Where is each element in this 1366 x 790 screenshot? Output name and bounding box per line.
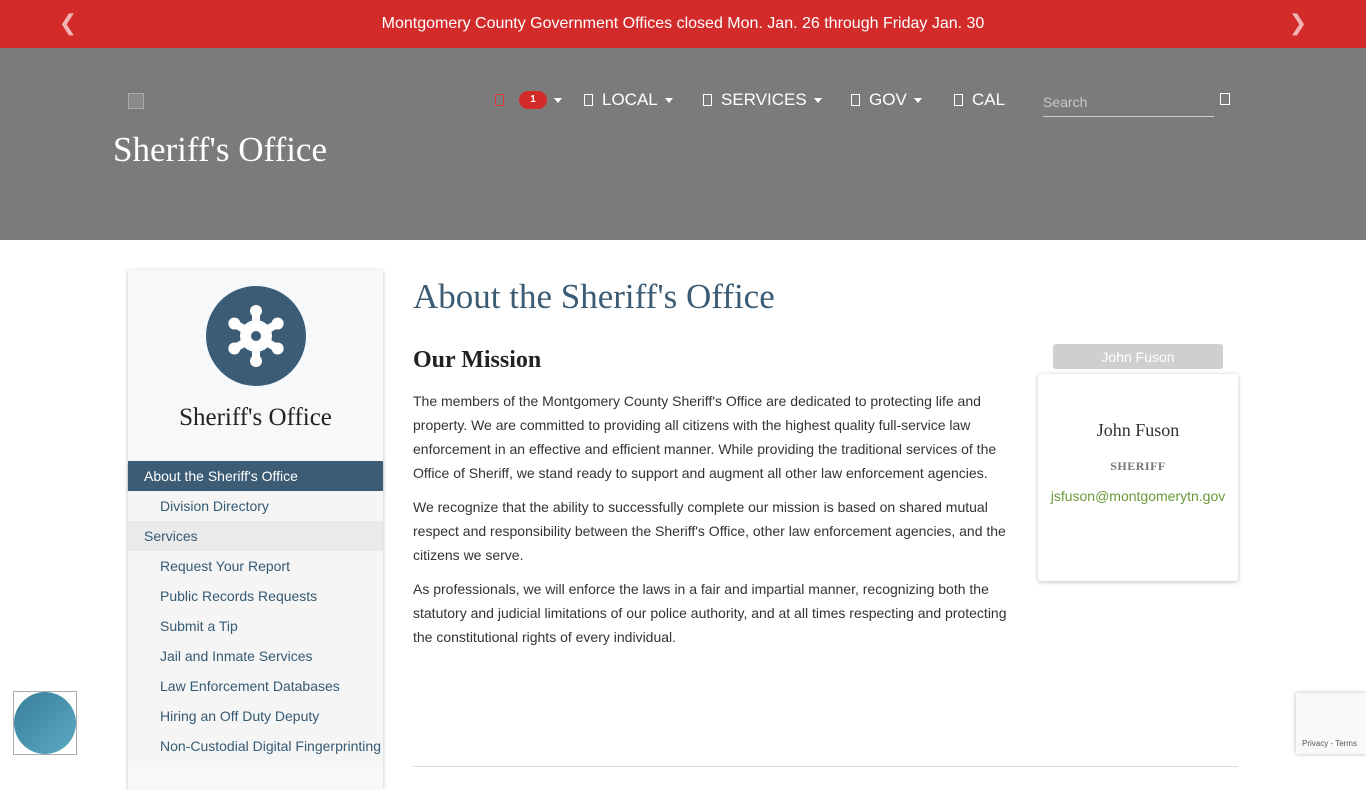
calendar-icon <box>954 94 963 106</box>
alert-text[interactable]: Montgomery County Government Offices closed Mon. Jan. 26 through Friday Jan. 30 <box>381 15 985 32</box>
content-divider <box>413 766 1238 767</box>
map-icon <box>584 94 593 106</box>
site-header <box>0 48 1366 240</box>
county-logo[interactable] <box>128 93 144 109</box>
government-icon <box>851 94 860 106</box>
nav-services-label: SERVICES <box>721 90 807 109</box>
notifications-menu[interactable] <box>495 88 562 112</box>
recaptcha-links[interactable]: Privacy - Terms <box>1302 739 1357 748</box>
services-icon <box>703 94 712 106</box>
chevron-right-icon[interactable]: ❯ <box>1288 11 1308 36</box>
sidebar <box>128 270 383 790</box>
sidebar-item-public-records[interactable]: Public Records Requests <box>128 581 383 611</box>
bell-icon <box>495 94 504 106</box>
accessibility-icon <box>14 692 76 754</box>
profile-role: SHERIFF <box>1110 459 1166 473</box>
sidebar-title: Sheriff's Office <box>179 404 332 431</box>
sidebar-item-request-report[interactable]: Request Your Report <box>128 551 383 581</box>
caret-down-icon <box>554 98 562 103</box>
mission-paragraph-1: The members of the Montgomery County Sheriff's Office are dedicated to protecting life and property. We are committed to providing all citizens with the highest quality full-service law enforcement in an effective and efficient manner. While providing the traditional services of the Office of Sheriff, we stand ready to support and augment all other law enforcement agencies. <box>413 393 997 481</box>
notification-count-badge: 1 <box>519 91 547 109</box>
sidebar-item-law-databases[interactable]: Law Enforcement Databases <box>128 671 383 701</box>
nav-gov-label: GOV <box>869 90 907 109</box>
sidebar-item-services[interactable]: Services <box>128 521 383 551</box>
mission-paragraph-3: As professionals, we will enforce the laws in a fair and impartial manner, recognizing both the statutory and judicial limitations of our police authority, and at all times respecting and protecting the constitutional rights of every individual. <box>413 581 1007 645</box>
nav-gov[interactable] <box>851 88 922 112</box>
nav-local[interactable] <box>584 88 673 112</box>
sidebar-item-off-duty-deputy[interactable]: Hiring an Off Duty Deputy <box>128 701 383 731</box>
site-title[interactable]: Sheriff's Office <box>113 130 327 169</box>
nav-cal-label: CAL <box>972 90 1006 109</box>
profile-email-link[interactable]: jsfuson@montgomerytn.gov <box>1050 488 1226 504</box>
alert-bar <box>0 0 1366 48</box>
sidebar-item-division-directory[interactable]: Division Directory <box>128 491 383 521</box>
caret-down-icon <box>914 98 922 103</box>
sheriff-photo: John Fuson <box>1053 344 1223 369</box>
page-title: About the Sheriff's Office <box>413 277 775 316</box>
mission-heading: Our Mission <box>413 347 542 373</box>
chevron-left-icon[interactable]: ❮ <box>58 11 78 36</box>
sidebar-item-submit-tip[interactable]: Submit a Tip <box>128 611 383 641</box>
mission-paragraph-2: We recognize that the ability to successfully complete our mission is based on shared mutual respect and responsibility between the Sheriff's Office, other law enforcement agencies, and the citizens we serve. <box>413 499 1006 563</box>
search-icon[interactable] <box>1220 93 1230 105</box>
nav-cal[interactable] <box>954 88 1005 112</box>
sidebar-item-fingerprinting[interactable]: Non-Custodial Digital Fingerprinting <box>128 731 383 761</box>
caret-down-icon <box>814 98 822 103</box>
sidebar-item-jail-inmate[interactable]: Jail and Inmate Services <box>128 641 383 671</box>
caret-down-icon <box>665 98 673 103</box>
accessibility-widget-button[interactable] <box>13 691 77 755</box>
profile-card <box>1038 374 1238 581</box>
sheriff-star-icon <box>206 286 306 386</box>
nav-services[interactable] <box>703 88 822 112</box>
profile-name: John Fuson <box>1096 420 1180 440</box>
nav-local-label: LOCAL <box>602 90 658 109</box>
search-input[interactable] <box>1043 88 1214 117</box>
recaptcha-badge[interactable] <box>1296 693 1366 754</box>
sidebar-item-about[interactable]: About the Sheriff's Office <box>128 461 383 491</box>
